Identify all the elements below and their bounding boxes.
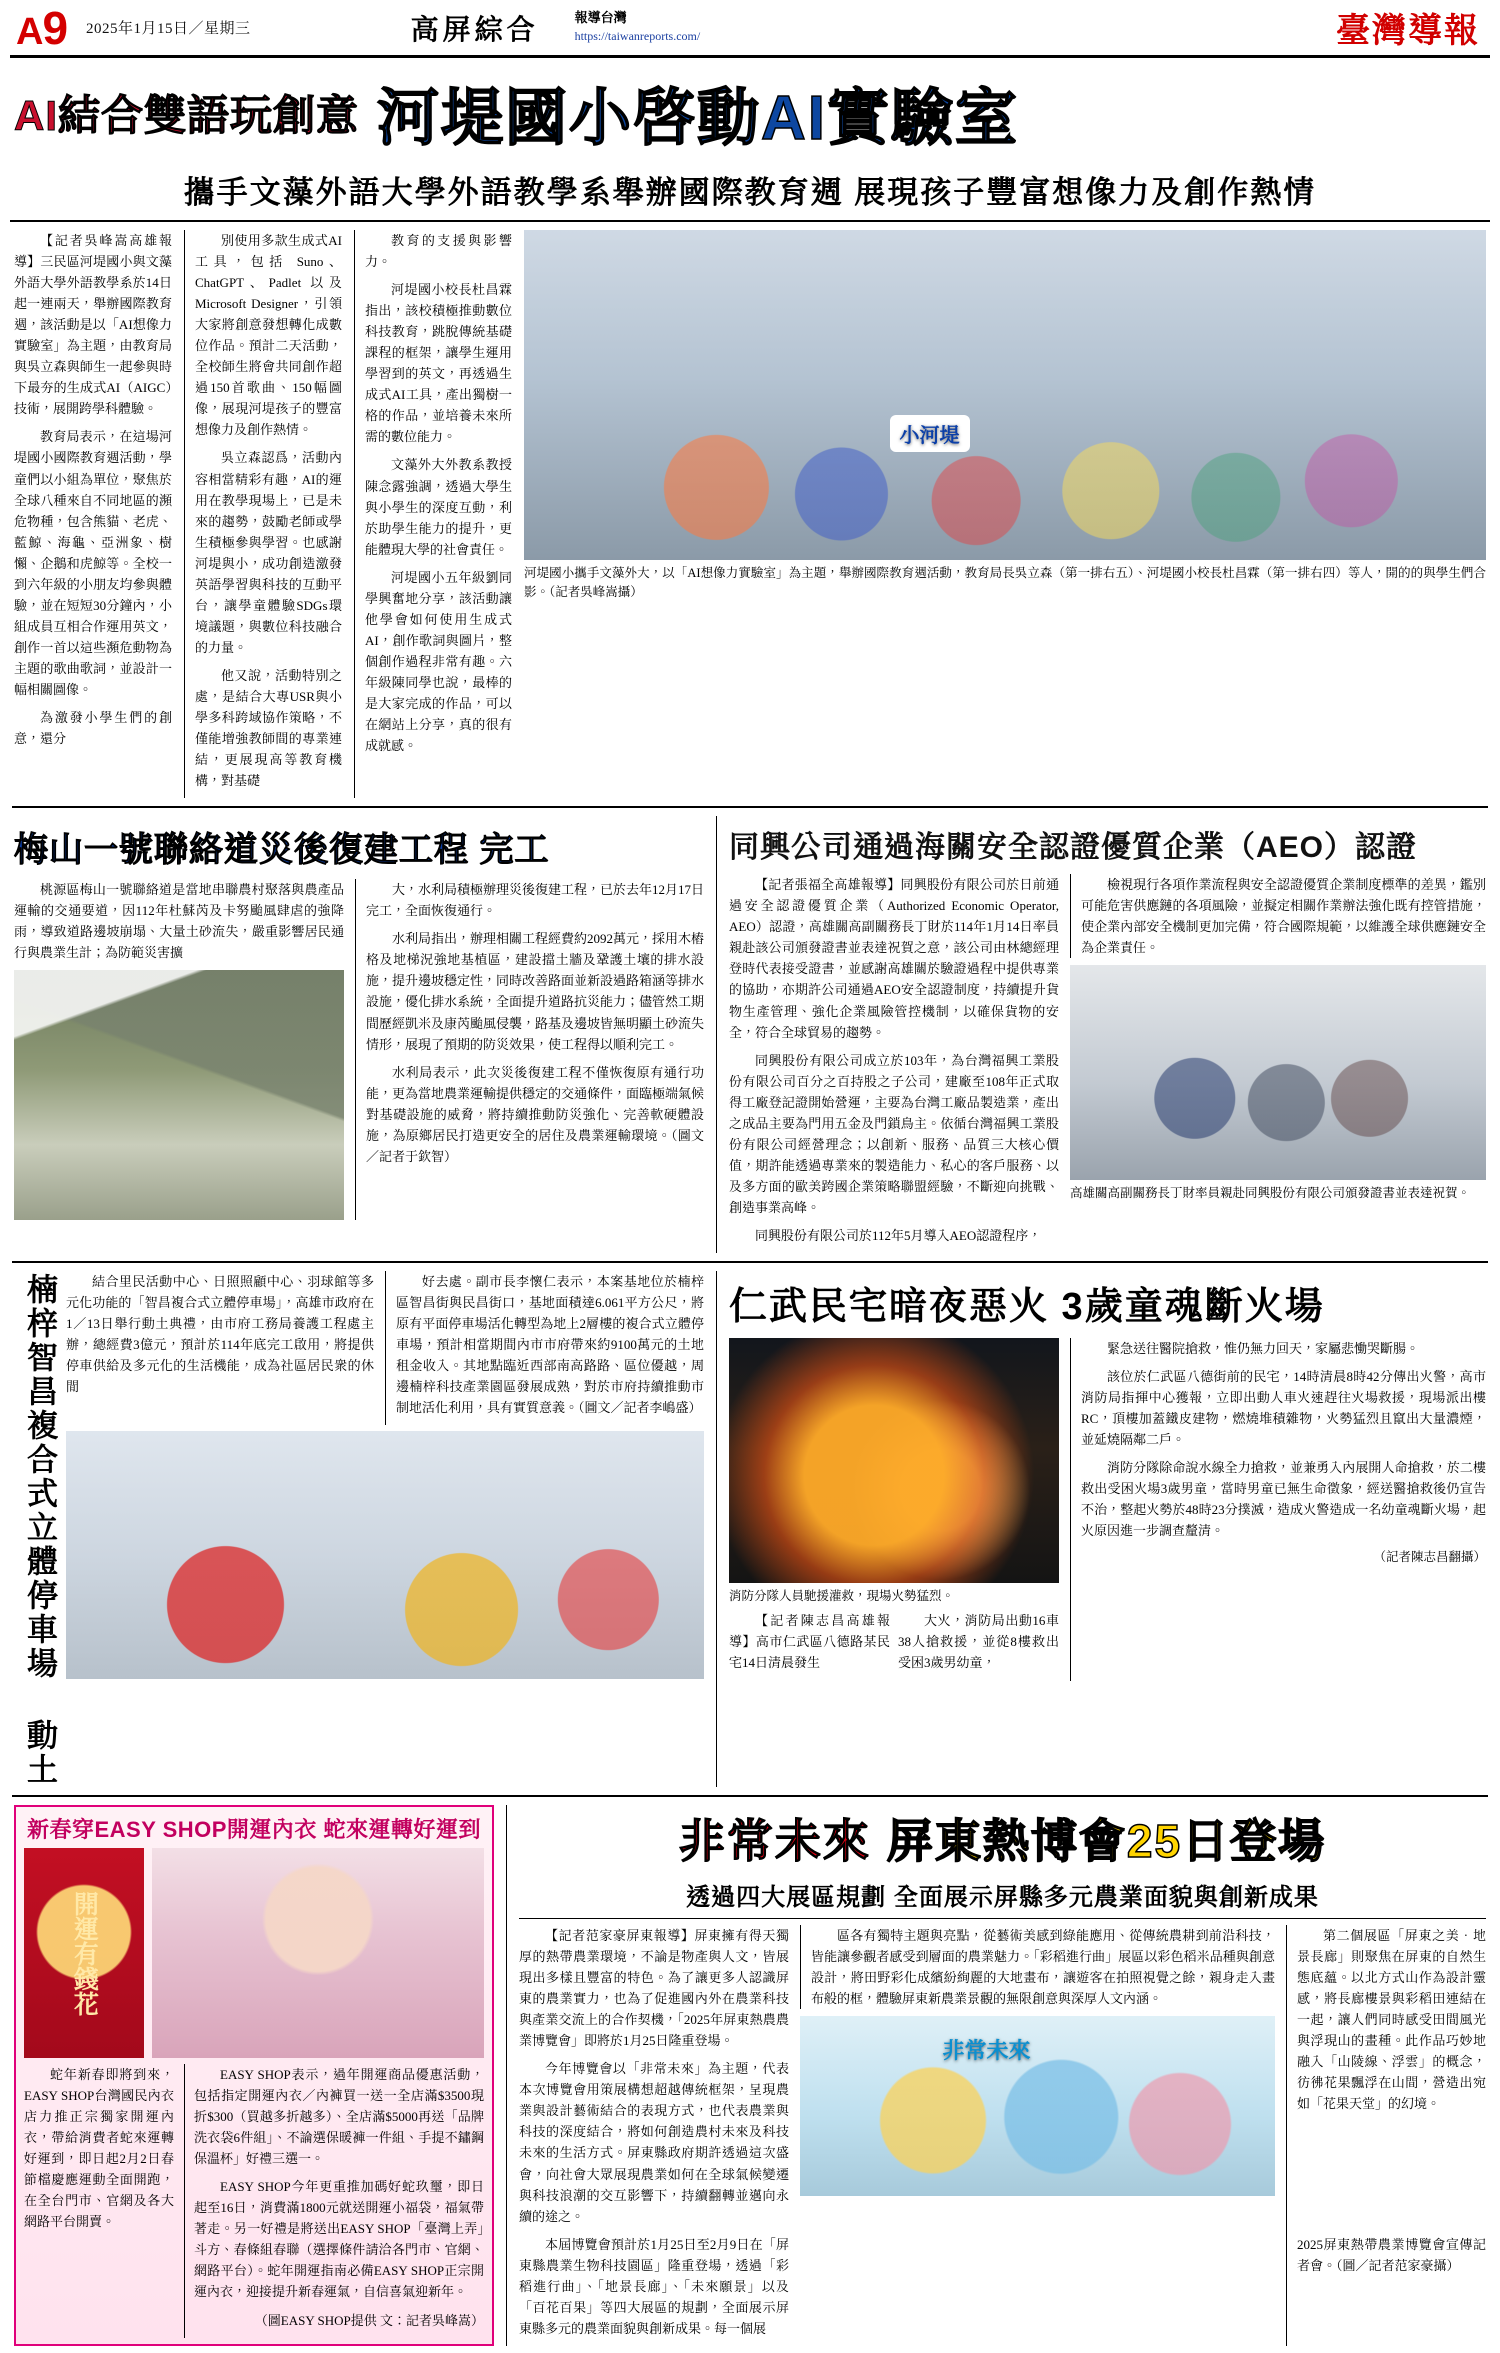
page-letter: A <box>16 10 43 53</box>
expo-photo <box>800 2016 1275 2196</box>
divider <box>12 1795 1488 1797</box>
masthead <box>10 0 1490 58</box>
ad-model-photo <box>152 1848 484 2058</box>
ad-headline: 新春穿EASY SHOP開運內衣 蛇來運轉好運到 <box>26 1817 482 1843</box>
parking-body <box>66 1271 704 1787</box>
paragraph: 檢視現行各項作業流程與安全認證優質企業制度標準的差異，鑑別可能危害供應鏈的各項風險，並擬定相關作業辦法強化既有控管措施，使企業內部安全機制更加完備，符合國際規範，以維護全球供應鏈安全為企業責任。 <box>1081 877 1486 956</box>
ad-column-2 <box>184 2064 484 2338</box>
fire-headline: 仁武民宅暗夜惡火 3歲童魂斷火場 <box>729 1286 1325 1329</box>
paragraph: 區各有獨特主題與亮點，從藝術美感到綠能應用、從傳統農耕到前沿科技，皆能讓參觀者感受到層面的農業魅力。「彩稻進行曲」展區以彩色稻米品種與創意設計，將田野彩化成繽紛絢麗的大地畫布，讓遊客在拍照視覺之餘，親身走入畫布般的框，體驗屏東新農業景觀的無限創意與深厚人文內涵。 <box>811 1928 1275 2007</box>
paragraph: 河堤國小五年級劉同學興奮地分享，該活動讓他學會如何使用生成式AI，創作歌詞與圖片，整個創作過程非常有趣。六年級陳同學也說，最棒的是大家完成的作品，可以在網站上分享，真的很有成就感。 <box>365 569 512 754</box>
ad-credit: （圖EASY SHOP提供 文：記者吳峰嵩） <box>254 2312 484 2328</box>
poster-line-4: 錢 <box>70 1965 99 1991</box>
story-fire <box>716 1271 1486 1787</box>
paragraph: 【記者吳峰嵩高雄報導】三民區河堤國小與文藻外語大學外語教學系於14日起一連兩天，舉辦國際教育週，該活動是以「AI想像力實驗室」為主題，由教育局與吳立森與師生一起參與時下最夯的生成式AI（AIGC）技術，展開跨學科體驗。 <box>14 233 172 417</box>
lead-kicker: AI結合雙語玩創意 <box>14 91 360 139</box>
meishan-body <box>14 879 704 1220</box>
story-parking <box>14 1271 704 1787</box>
paragraph: 好去處。副市長李懷仁表示，本案基地位於楠梓區智昌街與民昌街口，基地面積達6.061平方公尺，將原有平面停車場活化轉型為地上2層樓的複合式立體停車場，預計相當期間內市市府帶來約9100萬元的土地租金收入。其地點臨近西部南高路路、區位優越，周邊楠梓科技產業園區發展成熟，對於市府持續推動市制地活化利用，具有實質意義。（圖文／記者李嶋盛） <box>396 1274 704 1416</box>
lead-photo <box>524 230 1486 560</box>
parking-columns <box>66 1271 704 1425</box>
paragraph: 同興股份有限公司於112年5月導入AEO認證程序， <box>755 1227 1042 1243</box>
paper-logo <box>1336 3 1484 52</box>
paragraph: 桃源區梅山一號聯絡道是當地串聯農村聚落與農產品運輸的交通要道，因112年杜蘇芮及卡努颱風肆虐的強降雨，導致道路邊坡崩塌、大量土砂流失，嚴重影響居民通行與農業生計；為防範災害擴 <box>14 882 344 961</box>
paragraph: 結合里民活動中心、日照照顧中心、羽球館等多元化功能的「智昌複合式立體停車場」，高雄市政府在1／13日舉行動土典禮，由市府工務局養護工程處主辦，總經費3億元，預計於114年底完工啟用，將提供停車供給及多元化的生活機能，成為社區居民衆的休閒 <box>66 1274 374 1395</box>
paragraph: 他又說，活動特別之處，是結合大專USR與小學多科跨域協作策略，不僅能增強教師間的專業連結，更展現高等教育機構，對基礎 <box>195 667 342 789</box>
poster-line-5: 花 <box>70 1990 99 2016</box>
expo-column-3 <box>1286 1925 1486 2346</box>
parking-column-1 <box>66 1271 374 1425</box>
lead-subheadline: 攜手文藻外語大學外語教學系舉辦國際教育週 展現孩子豐富想像力及創作熱情 <box>10 161 1490 222</box>
ad-column-1 <box>24 2064 174 2338</box>
page-number-block <box>16 1 68 55</box>
lead-column-2 <box>184 230 342 798</box>
paragraph: 本屆博覽會預計於1月25日至2月9日在「屏東縣農業生物科技園區」隆重登場，透過「彩稻進行曲」、「地景長廊」、「未來願景」以及「百花百果」等四大展區的規劃，全面展示屏東縣多元的農業面貌與創新成果。每一個展 <box>519 2236 789 2336</box>
paragraph: 別使用多款生成式AI工具，包括 Suno、ChatGPT、Padlet 以及 Microsoft Designer，引領大家將創意發想轉化成數位作品。預計二天活動，全校師生將會共同創作超過150首歌曲、150幅圖像，展現河堤孩子的豐富想像力及創作熱情。 <box>195 233 342 438</box>
expo-column-1 <box>519 1925 789 2346</box>
divider <box>12 1261 1488 1263</box>
paragraph: 教育的支援與影響力。 <box>365 233 512 270</box>
site-url[interactable]: https://taiwanreports.com/ <box>574 29 701 44</box>
meishan-headline: 梅山一號聯絡道災後復建工程 完工 <box>14 831 550 870</box>
lead-headline: 河堤國小啓動AI實驗室 <box>377 84 1020 153</box>
ad-poster <box>24 1848 144 2058</box>
aeo-column-2 <box>1070 874 1486 958</box>
fire-photo <box>729 1338 1059 1583</box>
parking-headline: 楠梓智昌複合式立體停車場 動土 <box>22 1273 57 1788</box>
aeo-body <box>729 874 1486 1253</box>
paragraph: 大，水利局積極辦理災後復建工程，已於去年12月17日完工，全面恢復通行。 <box>366 882 705 919</box>
paragraph: EASY SHOP今年更重推加碼好蛇玖璽，即日起至16日，消費滿1800元就送開運小福袋，福氣帶著走。另一好禮是將送出EASY SHOP「臺灣上弄」斗方、春條組春聯（選擇條件請洽各門市、官網、網路平台）。蛇年開運指南必備EASY SHOP正宗開運內衣，迎接提升新春運氣，自信喜氣迎新年。 <box>194 2179 484 2300</box>
meishan-left <box>14 879 344 1220</box>
parking-photo <box>66 1431 704 1679</box>
fire-column-1 <box>729 1610 890 1680</box>
expo-headline-main: 屏東熱博會25日登場 <box>886 1815 1327 1868</box>
section-title: 高屏綜合 <box>410 14 539 46</box>
meishan-column-2 <box>355 879 704 1220</box>
row-meishan-aeo <box>10 816 1490 1253</box>
issue-date: 2025年1月15日／星期三 <box>86 21 251 37</box>
expo-headline-kicker: 非常未來 <box>678 1815 871 1868</box>
fire-photo-credit: （記者陳志昌翻攝） <box>1373 1550 1486 1565</box>
story-expo <box>506 1805 1486 2346</box>
poster-line-3: 有 <box>70 1940 99 1966</box>
fire-left <box>729 1338 1059 1681</box>
paragraph: 河堤國小校長杜昌霖指出，該校積極推動數位科技教育，跳脫傳統基礎課程的框架，讓學生運用學習到的英文，再透過生成式AI工具，產出獨樹一格的作品，並培養未來所需的數位能力。 <box>365 282 512 445</box>
story-aeo <box>716 816 1486 1253</box>
paper-logo-text: 臺灣導報 <box>1336 12 1480 50</box>
poster-line-2: 運 <box>70 1915 99 1941</box>
paragraph: 消防分隊除命說水線全力搶救，並兼勇入內展開人命搶救，於二樓救出受困火場3歲男童，當時男童已無生命徵象，經送醫搶救後仍宣告不治，整起火勢於48時23分撲滅，造成火警造成一名幼童魂斷火場，起火原因進一步調查釐清。 <box>1081 1460 1486 1539</box>
expo-column-2 <box>800 1925 1275 2009</box>
page-num: 9 <box>42 1 69 54</box>
paragraph: 今年博覽會以「非常未來」為主題，代表本次博覽會用策展構想超越傳統框架，呈現農業與設計藝術結合的表現方式，也代表農業與科技的深度結合，將如何創造農村未來及科技未來的生活方式。屏東縣政府期許透過這次盛會，向社會大眾展現農業如何在全球氣候變遷與科技浪潮的交互影響下，持續翻轉並邁向永續的途之。 <box>519 2061 789 2224</box>
paragraph: 為激發小學生們的創意，還分 <box>14 710 172 747</box>
expo-body <box>519 1925 1486 2346</box>
paragraph: 大火，消防局出動16車38人搶救援，並從8樓救出受困3歲男幼童， <box>898 1613 1059 1671</box>
paragraph: 【記者范家豪屏東報導】屏東擁有得天獨厚的熱帶農業環境，不論是物產與人文，皆展現出多樣且豐富的特色。為了讓更多人認識屏東的農業實力，也為了促進國內外在農業科技與產業交流上的合作契機，「2025年屏東熱農農業博覽會」即將於1月25日隆重登場。 <box>519 1928 789 2049</box>
paragraph: 【記者陳志昌高雄報導】高市仁武區八德路某民宅14日清晨發生 <box>729 1613 890 1671</box>
lead-photo-block <box>524 230 1486 798</box>
paragraph: EASY SHOP表示，過年開運商品優惠活動，包括指定開運內衣／內褲買一送一全店滿$3500現折$300（買越多折越多）、全店滿$5000再送「品牌洗衣袋6件組」、不論選保暖褲一件組、手提不鏽鋼保溫杯」好禮三選一。 <box>194 2067 484 2167</box>
aeo-photo <box>1070 965 1486 1180</box>
paragraph: 文藻外大外教系教授陳念露強調，透過大學生與小學生的深度互動，利於助學生能力的提升，更能體現大學的社會責任。 <box>365 457 512 557</box>
expo-mid <box>800 1925 1275 2346</box>
aeo-right <box>1070 874 1486 1253</box>
paragraph: 緊急送往醫院搶救，惟仍無力回天，家屬悲慟哭斷腸。 <box>1107 1341 1420 1357</box>
photo-banner-overlay: 小河堤 <box>890 415 970 452</box>
ad-easyshop[interactable] <box>14 1805 494 2346</box>
expo-subheadline: 透過四大展區規劃 全面展示屏縣多元農業面貌與創新成果 <box>519 1877 1486 1919</box>
meishan-photo <box>14 970 344 1220</box>
paragraph: 同興股份有限公司成立於103年，為台灣福興工業股份有限公司百分之百持股之子公司，建廠至108年正式取得工廠登記證開始營運，主要為台灣工廠品製造業，產出之成品主要為門用五金及門鎖鳥主。依循台灣福興工業股份有限公司經營理念；以創新、服務、品質三大核心價值，期許能透過專業來的製造能力、私心的客戶服務、以及多方面的歐美跨國企業策略聯盟經驗，不斷迎向挑戰、創造事業高峰。 <box>729 1052 1059 1215</box>
aeo-headline: 同興公司通過海關安全認證優質企業（AEO）認證 <box>729 831 1418 865</box>
parking-column-2 <box>385 1271 704 1425</box>
row-ad-expo <box>10 1805 1490 2346</box>
paragraph: 第二個展區「屏東之美．地景長廊」則聚焦在屏東的自然生態底蘊。以北方式山作為設計靈感，將長廊樓景與彩稻田連結在一起，讓人們同時感受田間風光與浮現山的畫種。此作品巧妙地融入「山陵線、浮雲」的概念，彷彿花果飄浮在山間，營造出宛如「花果天堂」的幻境。 <box>1297 1928 1486 2112</box>
paragraph: 【記者張福全高雄報導】同興股份有限公司於日前通過安全認證優質企業（Authorized Economic Operator, AEO）認證，高雄關高副關務長丁財於114年1月14日率員親赴該公司頒發證書並表達祝賀之意，該公司由林總經理登時代表接受證書，並感謝高雄關於驗證過程中提供專業的協助，亦期許公司通過AEO安全認證制度，持續提升貨物生產管理、強化企業風險管控機制，以確保貨物的安全，符合全球貿易的趨勢。 <box>729 877 1059 1040</box>
paragraph: 吳立森認爲，活動內容相當精彩有趣，AI的運用在教學現場上，已是未來的趨勢，鼓勵老師或學生積極參與學習。也感謝河堤與小，成功創造激發英語學習與科技的互動平台，讓學童體驗SDGs環境議題，與數位科技融合的力量。 <box>195 450 342 655</box>
site-info <box>575 9 701 45</box>
poster-line-1: 開 <box>70 1890 99 1916</box>
story-meishan <box>14 816 704 1253</box>
expo-headline-row <box>519 1805 1486 1871</box>
fire-column-3 <box>1070 1338 1486 1681</box>
lead-column-3 <box>354 230 512 798</box>
fire-body <box>729 1338 1486 1681</box>
site-name: 報導台灣 <box>574 10 627 26</box>
lead-text-columns <box>14 230 514 798</box>
expo-photo-caption: 2025屏東熱帶農業博覽會宣傳記者會。（圖／記者范家豪攝） <box>1297 2237 1486 2274</box>
lead-photo-caption: 河堤國小攜手文藻外大，以「AI想像力實驗室」為主題，舉辦國際教育週活動，教育局長吳立森（第一排右五）、河堤國小校長杜昌霖（第一排右四）等人，開的的與學生們合影。（記者吳峰嵩攝） <box>524 566 1486 600</box>
divider <box>12 806 1488 808</box>
expo-photo-overlay: 非常未來 <box>942 2038 1031 2064</box>
aeo-photo-caption: 高雄關高副關務長丁財率員親赴同興股份有限公司頒發證書並表達祝賀。 <box>1070 1186 1471 1201</box>
lead-headline-row <box>10 58 1490 161</box>
paragraph: 該位於仁武區八德街前的民宅，14時清晨8時42分傳出火警，高市消防局指揮中心獲報，立即出動人車火速趕往火場救援，現場派出樓RC，頂樓加蓋鐵皮建物，燃燒堆積雜物，火勢猛烈且竄出大量濃煙，並延燒隔鄰二戶。 <box>1081 1369 1486 1448</box>
paragraph: 教育局表示，在這場河堤國小國際教育週活動，學童們以小組為單位，聚焦於全球八種來自不同地區的瀕危物種，包含熊貓、老虎、藍鯨、海龜、亞洲象、樹懶、企鵝和虎鯨等。全校一到六年級的小朋友均參與體驗，並在短短30分鐘內，小組成員互相合作運用英文，創作一首以這些瀕危動物為主題的歌曲歌詞，並設計一幅相關圖像。 <box>14 429 172 697</box>
lead-body <box>10 222 1490 798</box>
fire-column-2 <box>898 1610 1059 1680</box>
paragraph: 水利局指出，辦理相關工程經費約2092萬元，採用木樁格及地梯況強地基植區，建設擋土牆及鞏護土壤的排水設施，提升邊坡穩定性，同時改善路面並新設過路箱涵等排水設施，優化排水系統，全面提升道路抗災能力；儘管然工期間歷經凱米及康芮颱風侵襲，路基及邊坡皆無明顯土砂流失情形，展現了預期的防災效果，使工程得以順利完工。 <box>366 931 705 1052</box>
paragraph: 蛇年新春即將到來，EASY SHOP台灣國民內衣店力推正宗獨家開運內衣，帶給消費者蛇來運轉好運到，即日起2月2日春節檔慶應運動全面開跑，在全台門市、官網及各大網路平台開賣。 <box>24 2067 174 2230</box>
meishan-column-1 <box>14 879 344 963</box>
lead-column-1 <box>14 230 172 798</box>
paragraph: 水利局表示，此次災後復建工程不僅恢復原有通行功能，更為當地農業運輸提供穩定的交通條件，面臨極端氣候對基礎設施的威脅，將持續推動防災強化、完善軟硬體設施，為原鄉居民打造更安全的居住及農業運輸環境。（圖文／記者于欽智） <box>366 1064 705 1164</box>
aeo-column-1 <box>729 874 1059 1253</box>
fire-photo-caption: 消防分隊人員馳援灌救，現場火勢猛烈。 <box>729 1589 955 1604</box>
row-parking-fire <box>10 1271 1490 1787</box>
